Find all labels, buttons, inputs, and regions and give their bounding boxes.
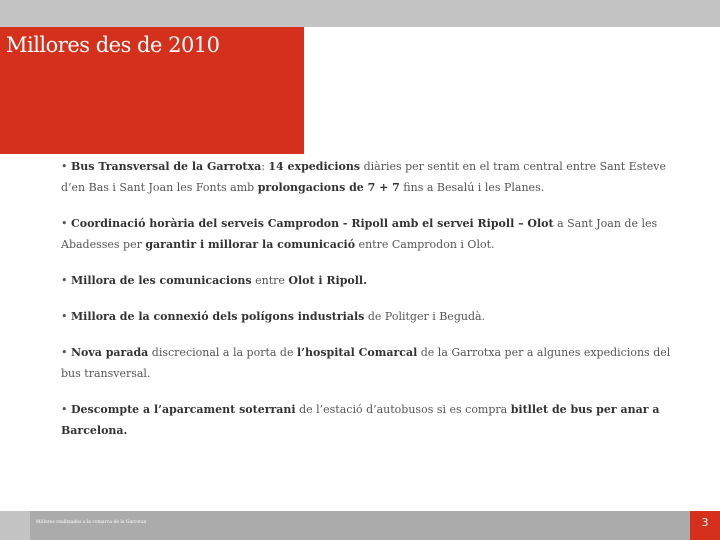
bullet-item <box>61 306 681 327</box>
bullet-text: diàries per sentit en el tram central entre Sant Esteve d’en Bas i Sant Joan les Fonts amb <box>61 160 667 194</box>
footer-text: Millores realitzades a la comarca de la Garrotxa <box>36 520 147 525</box>
bullet-text: de Politger i Begudà. <box>364 310 486 323</box>
bullet-bold-text: Nova parada <box>71 346 149 359</box>
footer-strip <box>30 511 690 540</box>
bullet-text: • <box>61 274 71 287</box>
bullet-bold-text: bitllet de bus per anar a Barcelona. <box>61 403 660 437</box>
bullet-text: : <box>261 160 269 173</box>
bullet-bold-text: Millora de les comunicacions <box>71 274 252 287</box>
bullet-text: • <box>61 310 71 323</box>
bullet-text: • <box>61 403 71 416</box>
bullet-bold-text: Olot i Ripoll. <box>288 274 367 287</box>
bullet-bold-text: prolongacions de 7 + 7 <box>257 181 400 194</box>
bullet-text: • <box>61 160 71 173</box>
bullet-item <box>61 156 681 198</box>
bullet-item <box>61 342 681 384</box>
bullet-text: • <box>61 217 71 230</box>
bullet-text: entre Camprodon i Olot. <box>355 238 495 251</box>
bullet-item <box>61 399 681 441</box>
bullet-bold-text: garantir i millorar la comunicació <box>145 238 356 251</box>
bullet-bold-text: 14 expedicions <box>268 160 361 173</box>
bullet-bold-text: Coordinació horària del serveis Camprodon - Ripoll amb el servei Ripoll – Olot <box>71 217 554 230</box>
slide-title: Millores des de 2010 <box>6 33 220 57</box>
bullet-bold-text: Millora de la connexió dels polígons industrials <box>71 310 365 323</box>
bullet-text: • <box>61 346 71 359</box>
bullet-text: de l’estació d’autobusos si es compra <box>295 403 511 416</box>
bullet-text: fins a Besalú i les Planes. <box>399 181 545 194</box>
bullet-bold-text: l’hospital Comarcal <box>296 346 418 359</box>
bullet-item <box>61 270 681 291</box>
bullet-item <box>61 213 681 255</box>
bullet-bold-text: Bus Transversal de la Garrotxa <box>71 160 262 173</box>
bullet-text: entre <box>251 274 289 287</box>
page-number: 3 <box>701 516 709 529</box>
top-bar <box>0 0 720 27</box>
bullet-list <box>61 156 681 456</box>
bullet-bold-text: Descompte a l’aparcament soterrani <box>71 403 296 416</box>
bullet-text: de la Garrotxa per a algunes expedicions del bus transversal. <box>61 346 671 380</box>
bullet-text: a Sant Joan de les Abadesses per <box>61 217 658 251</box>
bullet-text: discrecional a la porta de <box>148 346 297 359</box>
